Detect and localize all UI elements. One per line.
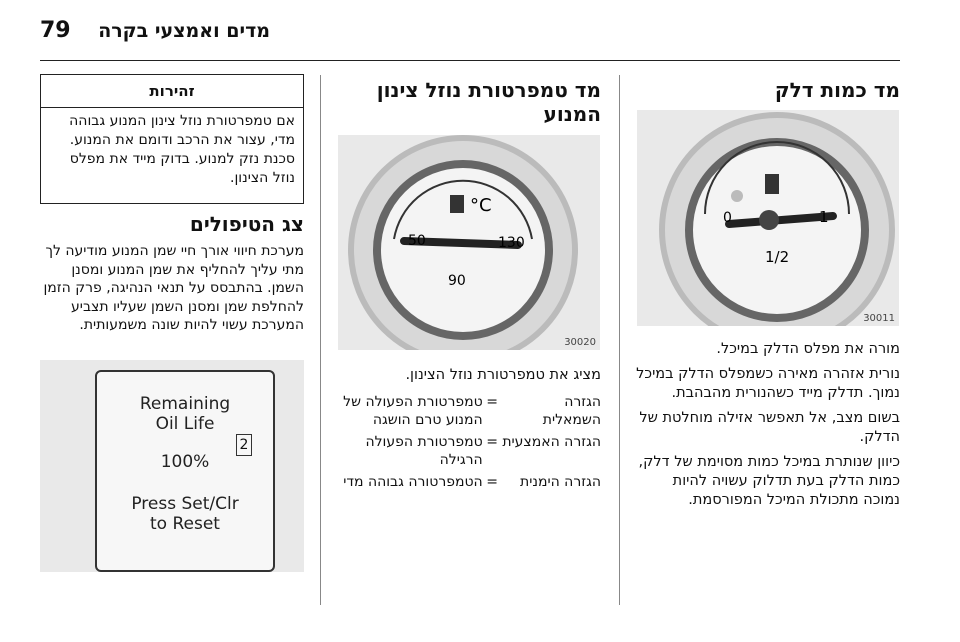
definition-row	[336, 473, 601, 491]
fuel-para-4: כיוון שנותרת במיכל כמות מסוימת של דלק, כמות הדלק בעת תדלוק עשויה להיות נמוכה מתכולת המיכל המפורסמת.	[638, 454, 900, 508]
definition-term: הגזרה הימנית	[520, 474, 601, 490]
definition-term: הגזרה השמאלית	[542, 394, 601, 428]
column-divider-right	[619, 75, 620, 605]
gauge-label-half: 1/2	[765, 248, 790, 266]
definition-equals: =	[486, 474, 499, 490]
page-header-title: מדים ואמצעי בקרה	[98, 20, 270, 42]
coolant-gauge-image	[338, 135, 600, 350]
fuel-gauge-heading: מד כמות דלק	[774, 78, 900, 102]
gauge-label-130: 130	[498, 235, 525, 251]
definition-row	[336, 433, 601, 469]
caution-title: זהירות	[41, 75, 303, 108]
fuel-gauge-text	[635, 340, 900, 510]
service-heading: צג הטיפולים	[189, 212, 304, 236]
display-line-2: Oil Life	[155, 414, 215, 434]
fuel-image-number: 30011	[863, 313, 895, 324]
fuel-para-3: בשום מצב, אל תאפשר אזילה מוחלטת של הדלק.	[639, 410, 900, 445]
warning-lamp-icon	[731, 190, 743, 202]
column-divider-left	[320, 75, 321, 605]
caution-box	[40, 74, 304, 204]
definition-term: הגזרה האמצעית	[502, 434, 601, 450]
coolant-text	[336, 366, 601, 495]
coolant-gauge-drawing	[338, 135, 600, 350]
coolant-intro: מציג את טמפרטורת נוזל הצינון.	[405, 367, 601, 383]
service-para: מערכת חיווי אורך חיי שמן המנוע מודיעה לך מתי עליך להחליף את שמן המנוע ומסנן השמן. בהתבסס על תנאי הנהיגה, פרק הזמן להחלפת שמן ומסנן השמן שעליו תצביע המערכת עשוי להיות שונה משמעותית.	[43, 243, 304, 333]
definition-row	[336, 393, 601, 429]
display-line-3: 100%	[160, 452, 210, 472]
coolant-section	[336, 78, 601, 126]
fuel-para-2: נורית אזהרה מאירה כשמפלס הדלק במיכל נמוך. תדלק מייד כשהנורית מהבהבת.	[636, 366, 900, 401]
gauge-label-90: 90	[448, 273, 466, 289]
definition-equals: =	[486, 394, 499, 410]
oil-life-display	[95, 370, 275, 572]
fuel-para-1: מורה את מפלס הדלק במיכל.	[716, 341, 900, 357]
gauge-unit: °C	[470, 195, 492, 216]
coolant-heading: מד טמפרטורת נוזל צינון המנוע	[376, 78, 601, 126]
fuel-gauge-section	[635, 78, 900, 102]
fuel-gauge-drawing	[637, 110, 899, 326]
display-line-5: to Reset	[150, 514, 220, 534]
gauge-label-one: 1	[819, 208, 829, 226]
fuel-gauge-image	[637, 110, 899, 326]
display-index-indicator: 2	[236, 434, 252, 456]
definition-desc: טמפרטורת הפעולה הרגילה	[365, 434, 483, 468]
service-section	[40, 212, 304, 335]
coolant-definitions	[336, 393, 601, 491]
display-line-1: Remaining	[139, 394, 231, 414]
definition-equals: =	[486, 434, 499, 450]
fuel-pump-icon	[765, 174, 779, 194]
definition-desc: הטמפרטורה גבוהה מדי	[343, 474, 483, 490]
gauge-label-zero: 0	[723, 210, 732, 226]
caution-text: אם טמפרטורת נוזל צינון המנוע גבוהה מדי, עצור את הרכב ודומם את המנוע. סכנת נזק למנוע. בדוק מייד את מפלס נוזל הצינון.	[69, 113, 295, 186]
coolant-icon	[450, 195, 464, 213]
page-number: 79	[40, 18, 71, 43]
gauge-label-50: 50	[408, 233, 426, 249]
header-rule	[40, 60, 900, 61]
definition-desc: טמפרטורת הפעולה של המנוע טרם הושגה	[343, 394, 483, 428]
coolant-image-number: 30020	[564, 337, 596, 348]
display-line-4: Press Set/Clr	[131, 494, 239, 514]
